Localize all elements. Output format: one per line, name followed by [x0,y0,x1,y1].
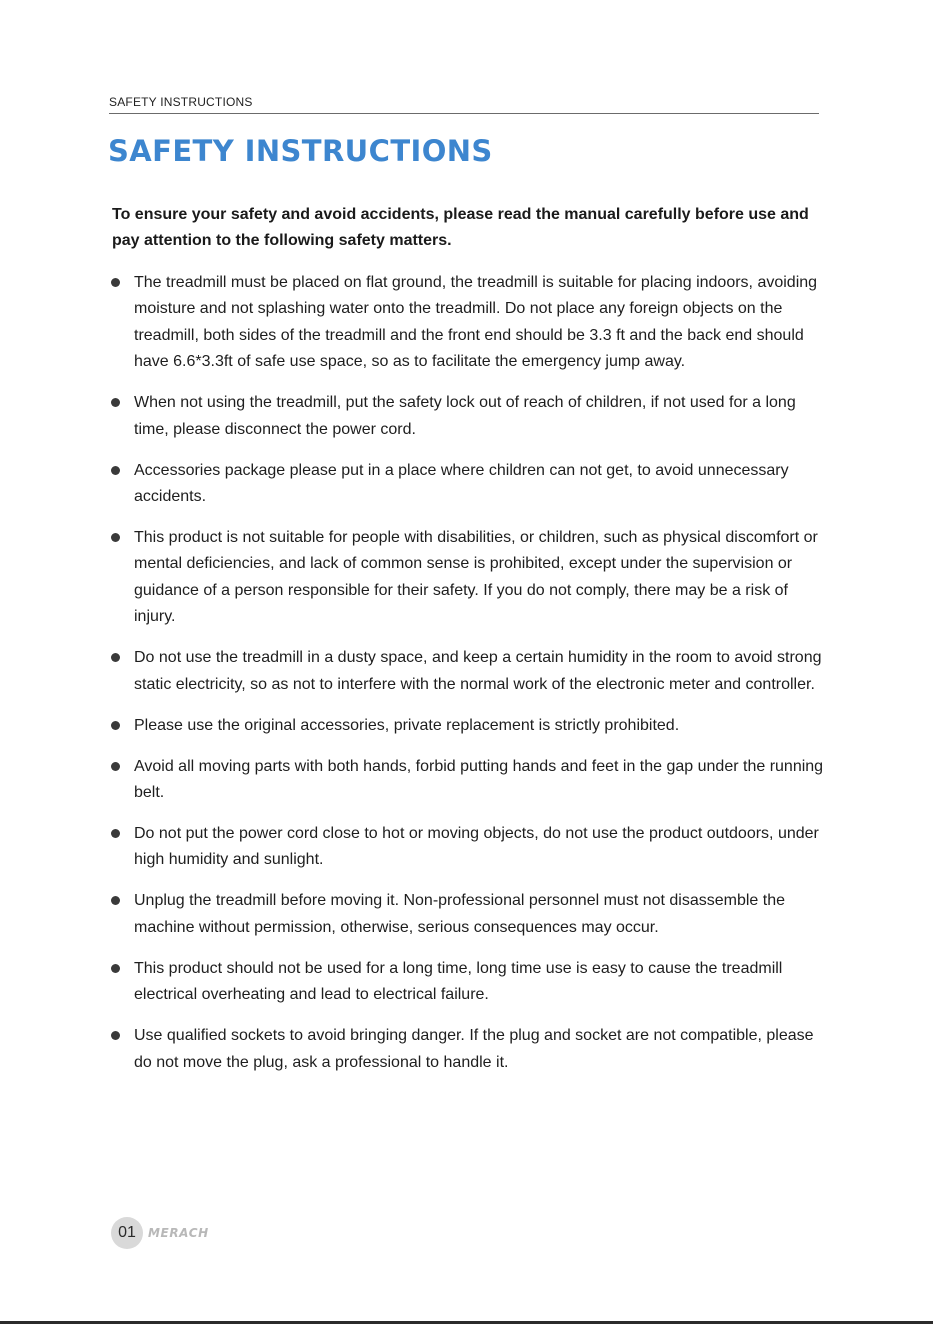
bullet-dot-icon [111,466,120,475]
safety-rule [108,713,828,739]
safety-rule-text: Do not put the power cord close to hot or moving objects, do not use the product outdoors, under high humidity and sunlight. [134,825,819,869]
page-footer [111,1217,209,1249]
bullet-dot-icon [111,533,120,542]
safety-rule [108,956,828,1009]
safety-rule [108,645,828,698]
bullet-dot-icon [111,398,120,407]
bullet-dot-icon [111,278,120,287]
safety-rule [108,390,828,443]
safety-rule-text: Use qualified sockets to avoid bringing danger. If the plug and socket are not compatible, please do not move the plug, ask a professional to handle it. [134,1027,814,1071]
safety-rule-text: Please use the original accessories, private replacement is strictly prohibited. [134,716,680,734]
bullet-dot-icon [111,896,120,905]
safety-rule [108,888,828,941]
page-number-badge: 01 [111,1217,143,1249]
safety-rule-text: Accessories package please put in a place where children can not get, to avoid unnecessary accidents. [134,461,789,506]
bullet-dot-icon [111,762,120,771]
page-title: SAFETY INSTRUCTIONS [108,134,493,168]
safety-rule-text: Avoid all moving parts with both hands, forbid putting hands and feet in the gap under the running belt. [134,757,824,802]
safety-rule [108,525,828,631]
safety-rule [108,270,828,376]
safety-rules-list [108,270,828,1091]
safety-rule [108,458,828,511]
safety-rule-text: Do not use the treadmill in a dusty space, and keep a certain humidity in the room to avoid strong static electricity, so as not to interfere with the normal work of the electronic meter and controller. [134,649,822,693]
merach-logo: MERACH [148,1226,209,1240]
bullet-dot-icon [111,721,120,730]
safety-rule-text: When not using the treadmill, put the safety lock out of reach of children, if not used for a long time, please disconnect the power cord. [134,394,796,438]
safety-rule-text: Unplug the treadmill before moving it. Non-professional personnel must not disassemble the machine without permission, otherwise, serious consequences may occur. [134,892,786,936]
bullet-dot-icon [111,829,120,838]
safety-rule-text: The treadmill must be placed on flat ground, the treadmill is suitable for placing indoors, avoiding moisture and not splashing water onto the treadmill. Do not place any foreign objects on the treadmill, both sides of the treadmill and the front end should be 3.3 ft and the back end should have 6.6*3.3ft of safe use space, so as to facilitate the emergency jump away. [134,274,818,371]
safety-rule [108,1023,828,1076]
safety-rule-text: This product is not suitable for people with disabilities, or children, such as physical discomfort or mental deficiencies, and lack of common sense is prohibited, except under the supervision or guidance of a person responsible for their safety. If you do not comply, there may be a risk of injury. [134,529,818,626]
intro-paragraph: To ensure your safety and avoid accidents, please read the manual carefully before use and pay attention to the following safety matters. [112,206,809,249]
bullet-dot-icon [111,1031,120,1040]
safety-rule-text: This product should not be used for a long time, long time use is easy to cause the treadmill electrical overheating and lead to electrical failure. [134,959,783,1004]
bullet-dot-icon [111,964,120,973]
running-header: SAFETY INSTRUCTIONS [109,95,819,114]
bullet-dot-icon [111,653,120,662]
safety-rule [108,754,828,807]
safety-rule [108,821,828,874]
